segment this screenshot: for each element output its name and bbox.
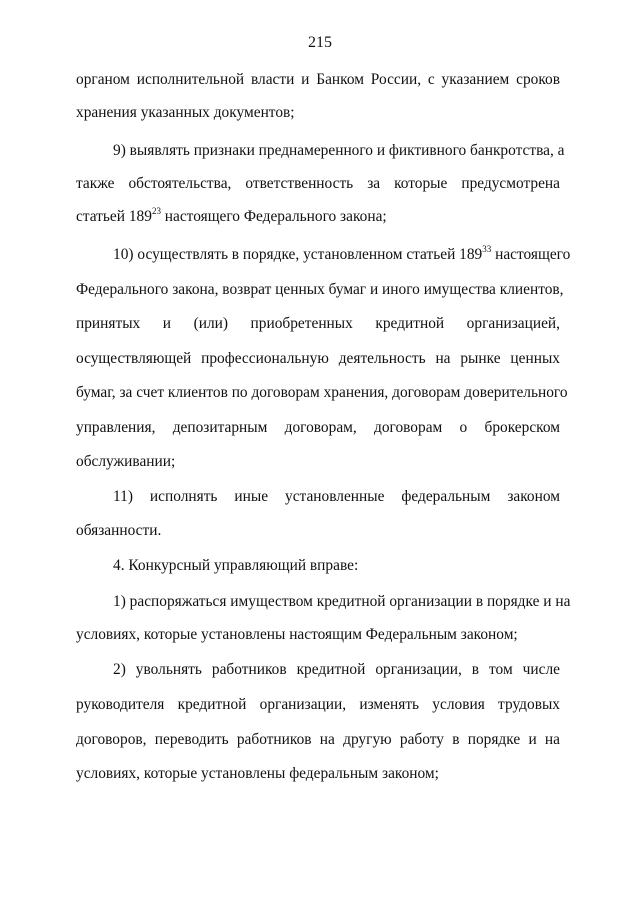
text-line: бумаг, за счет клиентов по договорам хранения, договорам доверительного [76,384,568,401]
text-fragment: статьей 189 [76,208,152,225]
text-line: условиях, которые установлены настоящим Федеральным законом; [76,626,518,643]
text-fragment: 10) осуществлять в порядке, установленном статьей 189 [113,246,483,263]
text-line [76,207,560,227]
text-line: принятых и (или) приобретенных кредитной организацией, [76,315,560,332]
text-line: договоров, переводить работников на другую работу в порядке и на [76,731,560,748]
text-fragment: настоящего Федерального закона; [160,208,387,225]
text-fragment: настоящего [491,246,571,263]
section-heading: 4. Конкурсный управляющий вправе: [113,557,359,574]
text-line: органом исполнительной власти и Банком России, с указанием сроков [76,71,560,88]
text-line: обязанности. [76,522,162,539]
text-line: Федерального закона, возврат ценных бумаг и иного имущества клиентов, [76,281,564,298]
text-line: также обстоятельства, ответственность за которые предусмотрена [76,175,560,192]
text-line: руководителя кредитной организации, изменять условия трудовых [76,696,560,713]
superscript: 33 [482,243,492,254]
text-line: 1) распоряжаться имуществом кредитной организации в порядке и на [113,593,571,610]
text-line: условиях, которые установлены федеральным законом; [76,765,439,782]
page-number: 215 [308,34,332,51]
text-line: хранения указанных документов; [76,104,295,121]
superscript: 23 [151,205,161,216]
text-line: обслуживании; [76,453,176,470]
text-line: 9) выявлять признаки преднамеренного и фиктивного банкротства, а [113,142,565,159]
text-line: 11) исполнять иные установленные федеральным законом [113,488,560,505]
text-line: осуществляющей профессиональную деятельность на рынке ценных [76,350,560,367]
text-line [113,243,571,265]
text-line: управления, депозитарным договорам, договорам о брокерском [76,419,560,436]
text-line: 2) увольнять работников кредитной организации, в том числе [113,661,560,678]
